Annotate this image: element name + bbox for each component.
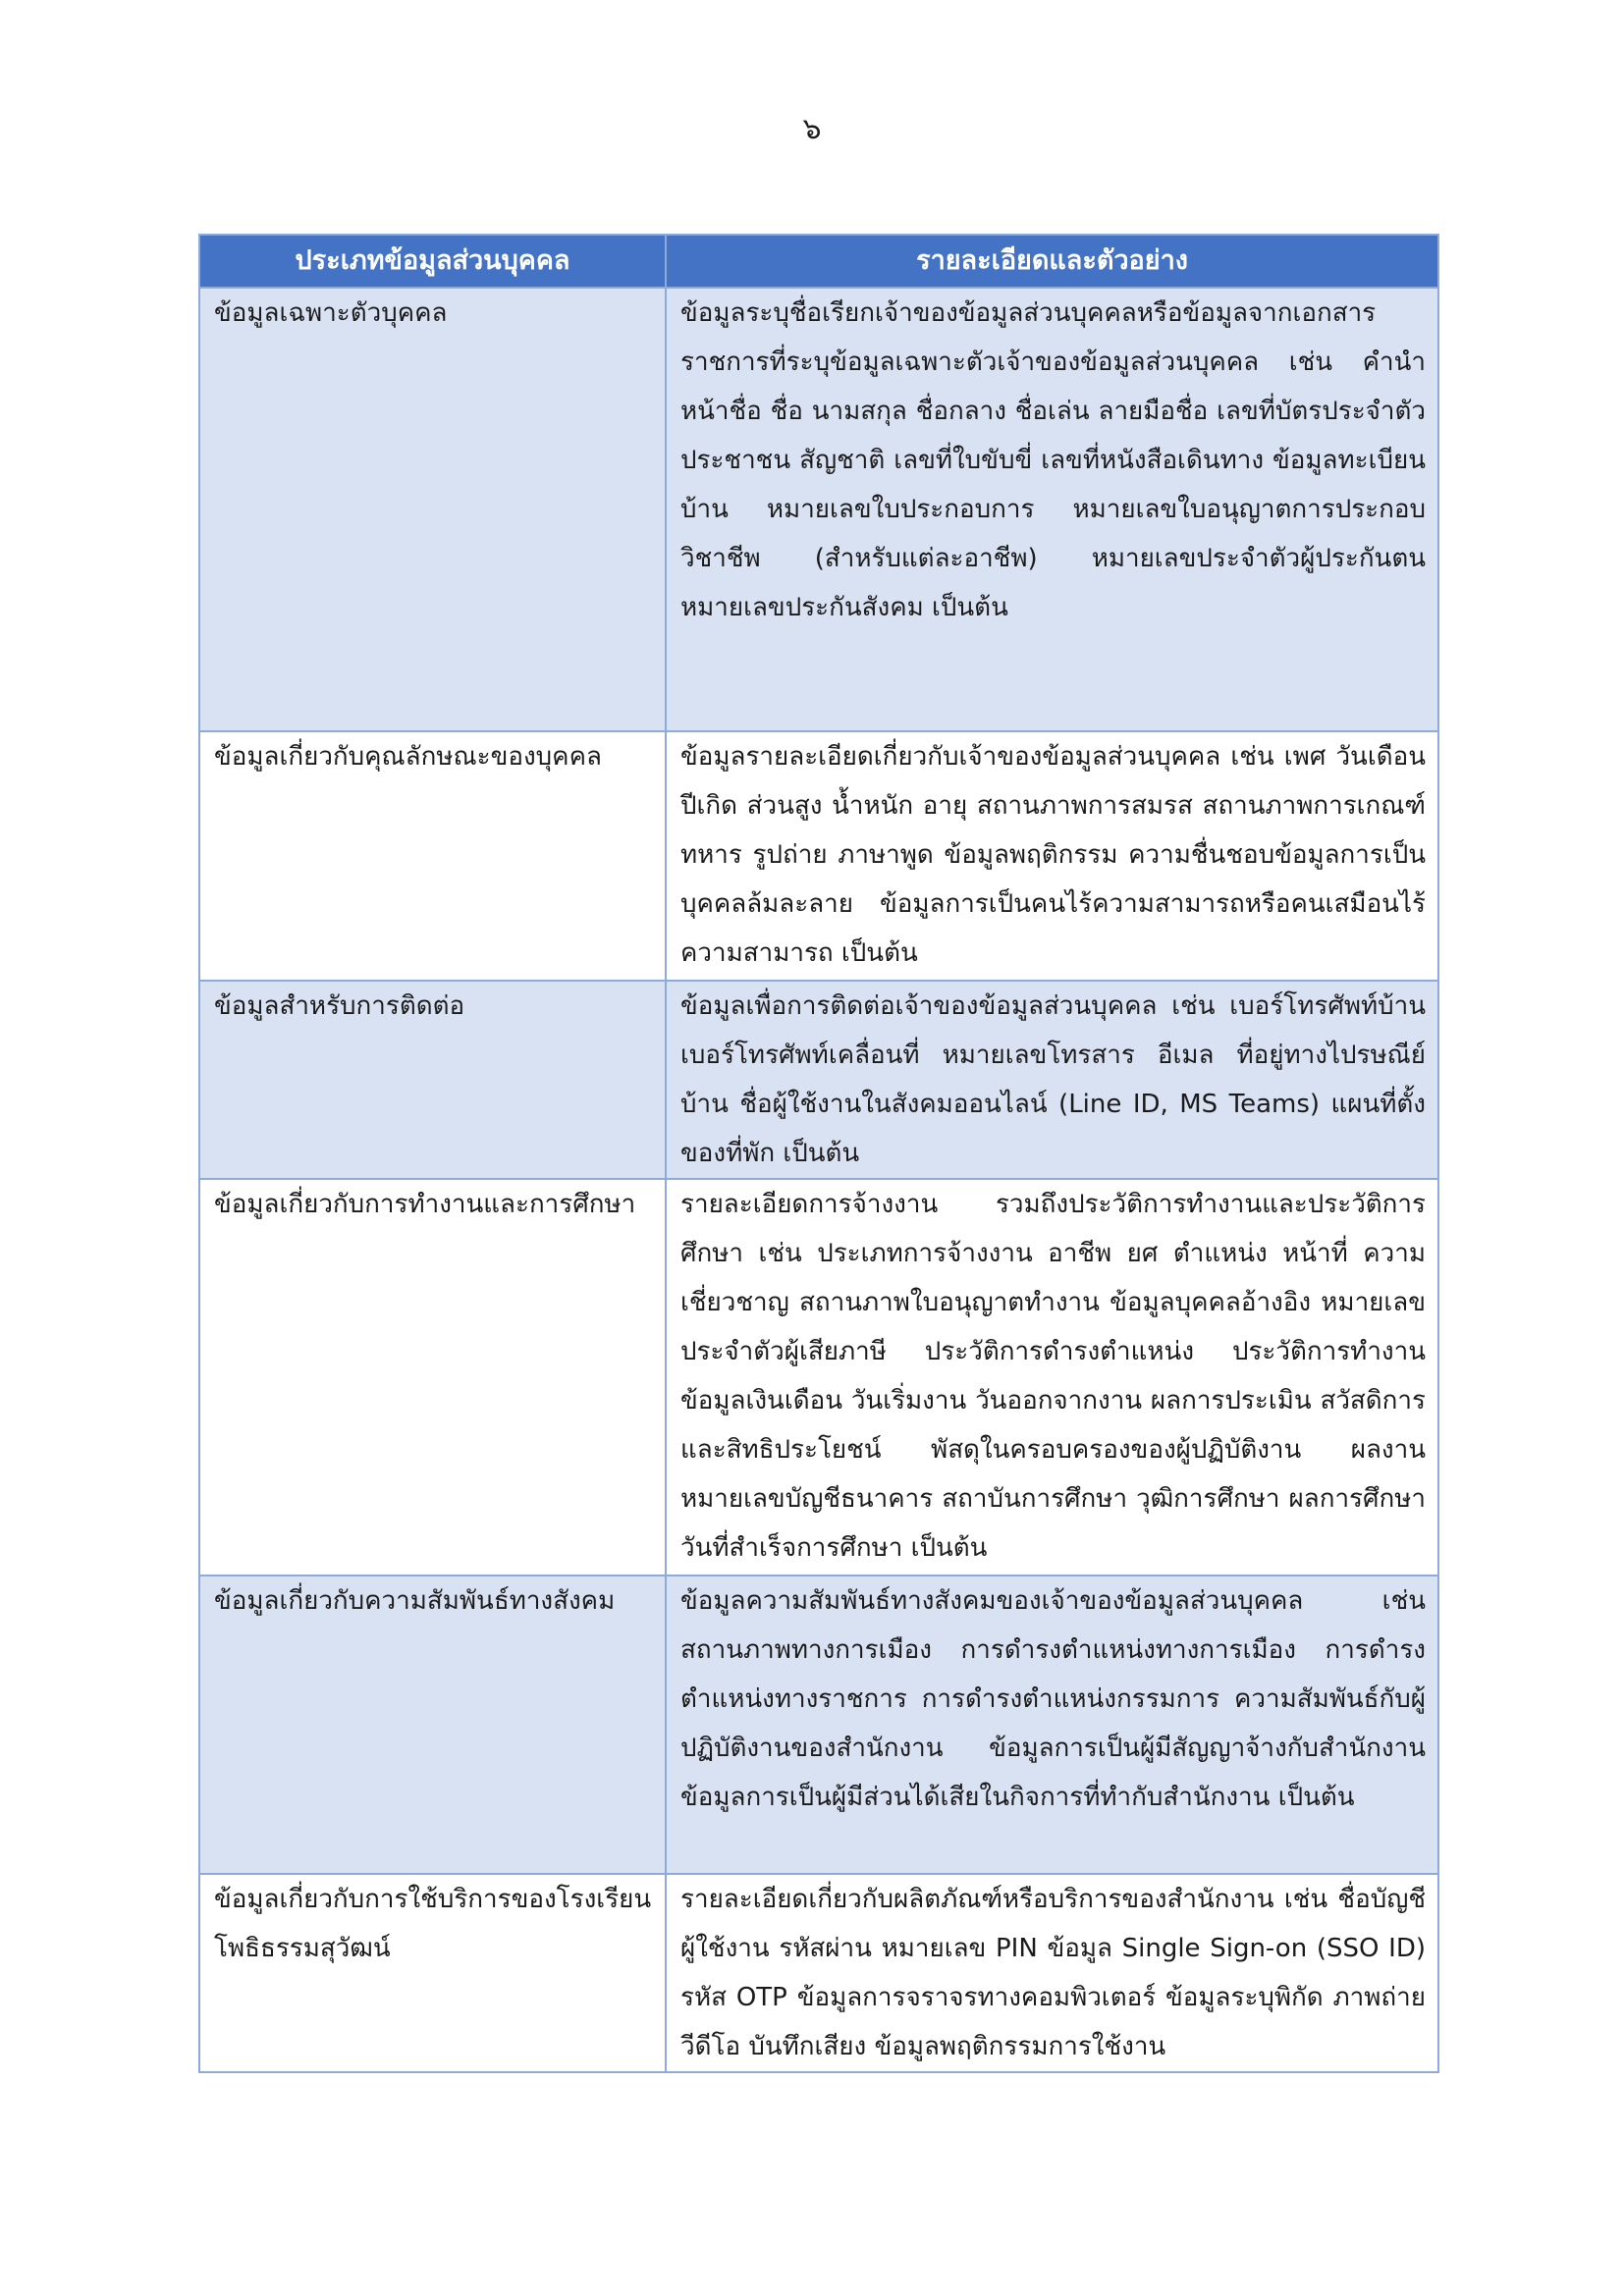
type-cell — [199, 1874, 666, 2072]
personal-data-table — [198, 234, 1439, 2073]
page-number: ๖ — [802, 112, 822, 146]
column-header-type: ประเภทข้อมูลส่วนบุคคล — [199, 235, 666, 288]
detail-cell — [666, 1179, 1438, 1575]
type-text: ข้อมูลเกี่ยวกับการทำงานและการศึกษา — [214, 1190, 636, 1219]
table-row — [199, 288, 1438, 731]
detail-cell — [666, 981, 1438, 1179]
table-row — [199, 1874, 1438, 2072]
type-text: ข้อมูลเกี่ยวกับการใช้บริการของโรงเรียนโพธิธรรมสุวัฒน์ — [214, 1885, 652, 1963]
table-row — [199, 981, 1438, 1179]
detail-text: รายละเอียดการจ้างงาน รวมถึงประวัติการทำงานและประวัติการศึกษา เช่น ประเภทการจ้างงาน อาชีพ ยศ ตำแหน่ง หน้าที่ ความเชี่ยวชาญ สถานภาพใบอนุญาตทำงาน ข้อมูลบุคคลอ้างอิง หมายเลขประจำตัวผู้เสียภาษี ประวัติการดำรงตำแหน่ง ประวัติการทำงาน ข้อมูลเงินเดือน วันเริ่มงาน วันออกจากงาน ผลการประเมิน สวัสดิการและสิทธิประโยชน์ พัสดุในครอบครองของผู้ปฏิบัติงาน ผลงาน หมายเลขบัญชีธนาคาร สถาบันการศึกษา วุฒิการศึกษา ผลการศึกษา วันที่สำเร็จการศึกษา เป็นต้น — [680, 1190, 1426, 1563]
type-text: ข้อมูลเฉพาะตัวบุคคล — [214, 298, 448, 328]
detail-text: ข้อมูลเพื่อการติดต่อเจ้าของข้อมูลส่วนบุคคล เช่น เบอร์โทรศัพท์บ้าน เบอร์โทรศัพท์เคลื่อนที่ หมายเลขโทรสาร อีเมล ที่อยู่ทางไปรษณีย์บ้าน ชื่อผู้ใช้งานในสังคมออนไลน์ (Line ID, MS Teams) แผนที่ตั้งของที่พัก เป็นต้น — [680, 991, 1426, 1168]
detail-cell — [666, 1874, 1438, 2072]
detail-text: ข้อมูลระบุชื่อเรียกเจ้าของข้อมูลส่วนบุคคลหรือข้อมูลจากเอกสารราชการที่ระบุข้อมูลเฉพาะตัวเจ้าของข้อมูลส่วนบุคคล เช่น คำนำหน้าชื่อ ชื่อ นามสกุล ชื่อกลาง ชื่อเล่น ลายมือชื่อ เลขที่บัตรประจำตัวประชาชน สัญชาติ เลขที่ใบขับขี่ เลขที่หนังสือเดินทาง ข้อมูลทะเบียนบ้าน หมายเลขใบประกอบการ หมายเลขใบอนุญาตการประกอบวิชาชีพ (สำหรับแต่ละอาชีพ) หมายเลขประจำตัวผู้ประกันตน หมายเลขประกันสังคม เป็นต้น — [680, 298, 1426, 622]
type-cell — [199, 1575, 666, 1874]
type-cell — [199, 1179, 666, 1575]
table-header-row — [199, 235, 1438, 288]
table-row — [199, 731, 1438, 981]
type-cell — [199, 731, 666, 981]
detail-text: ข้อมูลรายละเอียดเกี่ยวกับเจ้าของข้อมูลส่วนบุคคล เช่น เพศ วันเดือนปีเกิด ส่วนสูง น้ำหนัก อายุ สถานภาพการสมรส สถานภาพการเกณฑ์ทหาร รูปถ่าย ภาษาพูด ข้อมูลพฤติกรรม ความชื่นชอบข้อมูลการเป็นบุคคลล้มละลาย ข้อมูลการเป็นคนไร้ความสามารถหรือคนเสมือนไร้ความสามารถ เป็นต้น — [680, 742, 1426, 968]
column-header-detail: รายละเอียดและตัวอย่าง — [666, 235, 1438, 288]
type-cell — [199, 288, 666, 731]
detail-cell — [666, 1575, 1438, 1874]
table-row — [199, 1575, 1438, 1874]
type-text: ข้อมูลเกี่ยวกับความสัมพันธ์ทางสังคม — [214, 1586, 616, 1616]
detail-text: รายละเอียดเกี่ยวกับผลิตภัณฑ์หรือบริการของสำนักงาน เช่น ชื่อบัญชีผู้ใช้งาน รหัสผ่าน หมายเลข PIN ข้อมูล Single Sign-on (SSO ID) รหัส OTP ข้อมูลการจราจรทางคอมพิวเตอร์ ข้อมูลระบุพิกัด ภาพถ่าย วีดีโอ บันทึกเสียง ข้อมูลพฤติกรรมการใช้งาน — [680, 1885, 1426, 2061]
table-row — [199, 1179, 1438, 1575]
detail-cell — [666, 288, 1438, 731]
detail-cell — [666, 731, 1438, 981]
type-text: ข้อมูลเกี่ยวกับคุณลักษณะของบุคคล — [214, 742, 602, 772]
type-text: ข้อมูลสำหรับการติดต่อ — [214, 991, 465, 1021]
detail-text: ข้อมูลความสัมพันธ์ทางสังคมของเจ้าของข้อมูลส่วนบุคคล เช่น สถานภาพทางการเมือง การดำรงตำแหน่งทางการเมือง การดำรงตำแหน่งทางราชการ การดำรงตำแหน่งกรรมการ ความสัมพันธ์กับผู้ปฏิบัติงานของสำนักงาน ข้อมูลการเป็นผู้มีสัญญาจ้างกับสำนักงาน ข้อมูลการเป็นผู้มีส่วนได้เสียในกิจการที่ทำกับสำนักงาน เป็นต้น — [680, 1586, 1426, 1812]
type-cell — [199, 981, 666, 1179]
